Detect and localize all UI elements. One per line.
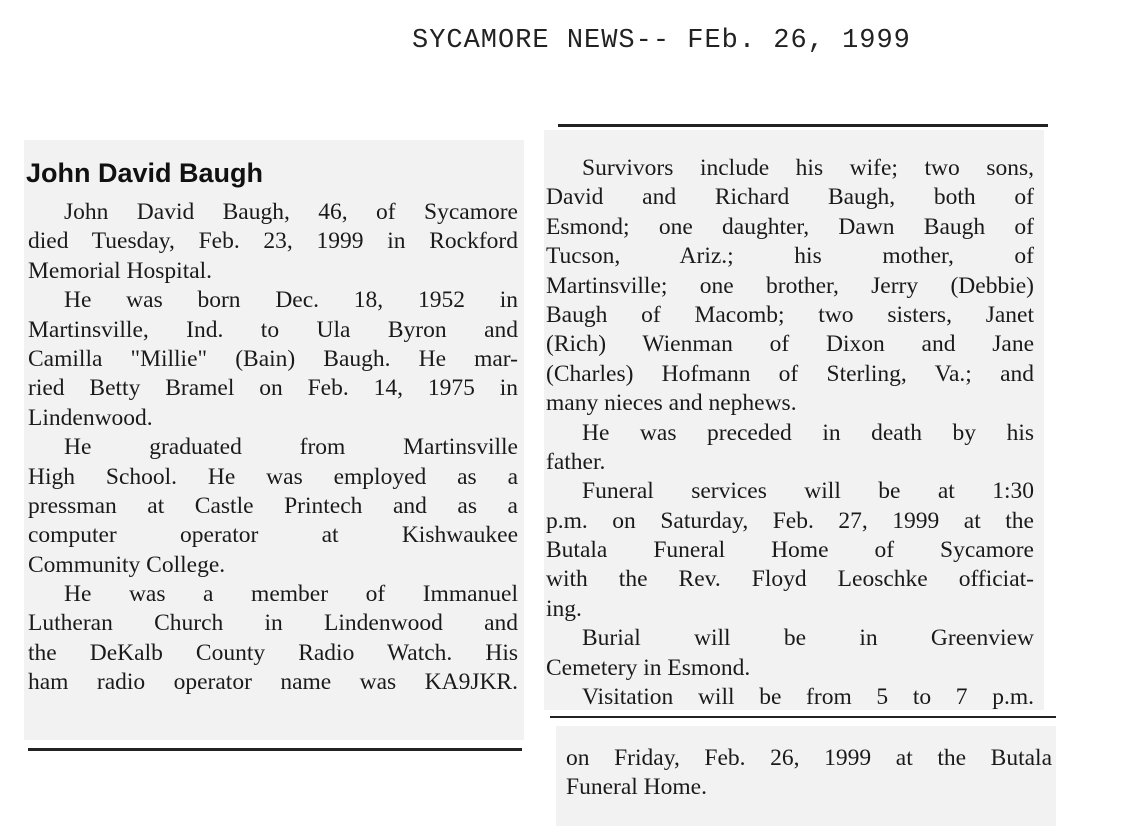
text-line: Camilla "Millie" (Bain) Baugh. He mar- — [28, 345, 518, 372]
text-line: Lindenwood. — [28, 404, 153, 431]
text-line: Visitation will be from 5 to 7 p.m. — [582, 684, 1034, 711]
text-line: ham radio operator name was KA9JKR. — [28, 669, 518, 696]
right-bottom-rule — [550, 716, 1056, 718]
text-line: p.m. on Saturday, Feb. 27, 1999 at the — [546, 507, 1034, 534]
left-column — [28, 198, 518, 698]
continuation-column — [566, 744, 1052, 803]
text-line: He graduated from Martinsville — [64, 434, 518, 461]
text-line: father. — [546, 448, 606, 475]
text-line: He was preceded in death by his — [582, 419, 1034, 446]
text-line: pressman at Castle Printech and as a — [28, 492, 518, 519]
text-line: with the Rev. Floyd Leoschke officiat- — [546, 566, 1034, 593]
text-line: Community College. — [28, 551, 226, 578]
clipping-header: SYCAMORE NEWS-- FEb. 26, 1999 — [412, 26, 911, 56]
right-column — [546, 154, 1034, 712]
left-bottom-rule — [28, 748, 522, 751]
text-line: many nieces and nephews. — [546, 390, 797, 417]
text-line: John David Baugh, 46, of Sycamore — [64, 199, 518, 225]
text-line: Martinsville, Ind. to Ula Byron and — [28, 316, 518, 343]
top-rule — [558, 124, 1048, 127]
text-line: Cemetery in Esmond. — [546, 654, 751, 681]
text-line: the DeKalb County Radio Watch. His — [28, 639, 518, 666]
text-line: Survivors include his wife; two sons, — [582, 155, 1034, 181]
text-line: Funeral Home. — [566, 774, 707, 801]
text-line: He was a member of Immanuel — [64, 581, 518, 608]
text-line: High School. He was employed as a — [28, 463, 518, 490]
obituary-title: John David Baugh — [26, 158, 264, 188]
text-line: Memorial Hospital. — [28, 257, 213, 284]
text-line: computer operator at Kishwaukee — [28, 522, 518, 549]
text-line: Butala Funeral Home of Sycamore — [546, 537, 1034, 564]
text-line: Baugh of Macomb; two sisters, Janet — [546, 301, 1034, 328]
text-line: Burial will be in Greenview — [582, 625, 1034, 652]
text-line: David and Richard Baugh, both of — [546, 184, 1034, 211]
text-line: (Rich) Wienman of Dixon and Jane — [546, 331, 1034, 358]
text-line: (Charles) Hofmann of Sterling, Va.; and — [546, 360, 1034, 387]
text-line: ing. — [546, 595, 582, 622]
text-line: He was born Dec. 18, 1952 in — [64, 287, 518, 314]
text-line: Funeral services will be at 1:30 — [582, 478, 1034, 505]
text-line: Martinsville; one brother, Jerry (Debbie) — [546, 272, 1034, 299]
text-line: Lutheran Church in Lindenwood and — [28, 610, 518, 637]
text-line: ried Betty Bramel on Feb. 14, 1975 in — [28, 375, 518, 402]
text-line: died Tuesday, Feb. 23, 1999 in Rockford — [28, 228, 518, 255]
text-line: Esmond; one daughter, Dawn Baugh of — [546, 213, 1034, 240]
text-line: Tucson, Ariz.; his mother, of — [546, 243, 1034, 270]
text-line: on Friday, Feb. 26, 1999 at the Butala — [566, 745, 1052, 771]
